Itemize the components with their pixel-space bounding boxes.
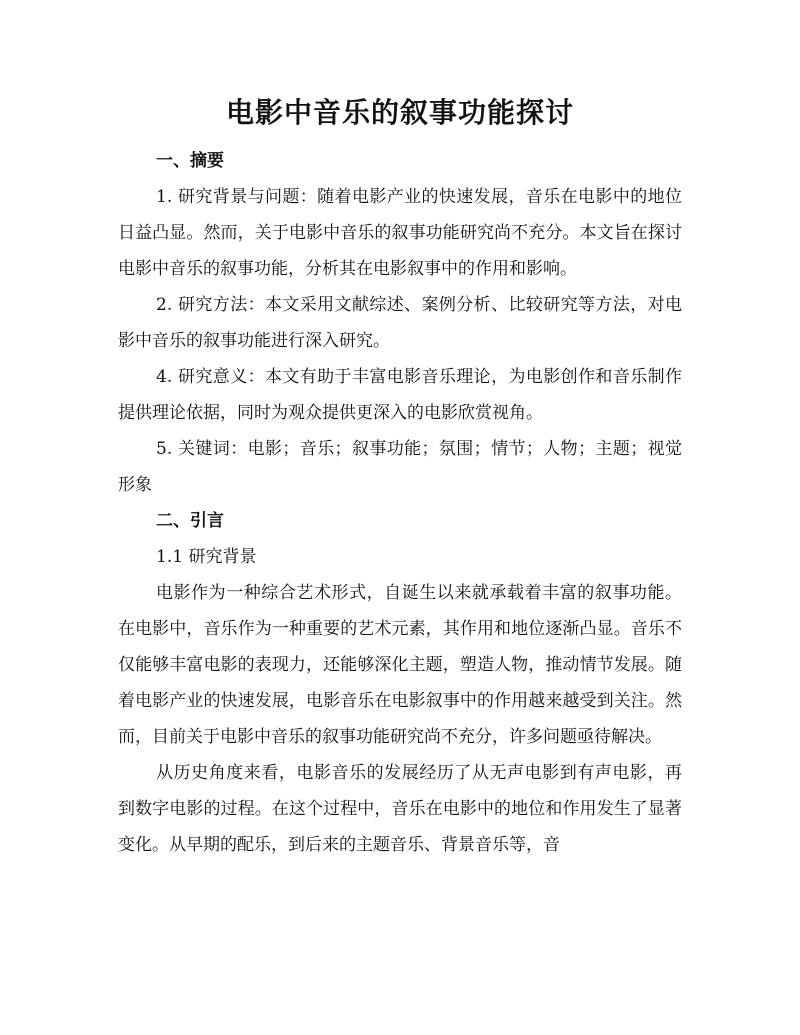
document-title: 电影中音乐的叙事功能探讨 (225, 96, 574, 129)
body-paragraph: 从历史角度来看，电影音乐的发展经历了从无声电影到有声电影，再到数字电影的过程。在这个过程中，音乐在电影中的地位和作用发生了显著变化。从早期的配乐，到后来的主题音乐、背景音乐等，音 (118, 763, 682, 855)
section-heading-introduction: 二、引言 (156, 511, 224, 531)
abstract-item-significance: 4. 研究意义：本文有助于丰富电影音乐理论，为电影创作和音乐制作提供理论依据，同时为观众提供更深入的电影欣赏视角。 (118, 367, 682, 423)
subsection-heading-background: 1.1 研究背景 (156, 547, 257, 567)
abstract-item-keywords: 5. 关键词：电影；音乐；叙事功能；氛围；情节；人物；主题；视觉形象 (118, 439, 682, 495)
section-heading-abstract: 一、摘要 (156, 151, 224, 171)
document-body (118, 143, 682, 863)
body-paragraph: 电影作为一种综合艺术形式，自诞生以来就承载着丰富的叙事功能。在电影中，音乐作为一种重要的艺术元素，其作用和地位逐渐凸显。音乐不仅能够丰富电影的表现力，还能够深化主题，塑造人物，推动情节发展。随着电影产业的快速发展，电影音乐在电影叙事中的作用越来越受到关注。然而，目前关于电影中音乐的叙事功能研究尚不充分，许多问题亟待解决。 (118, 583, 682, 747)
abstract-item-method: 2. 研究方法：本文采用文献综述、案例分析、比较研究等方法，对电影中音乐的叙事功能进行深入研究。 (118, 295, 682, 351)
abstract-item-background: 1. 研究背景与问题：随着电影产业的快速发展，音乐在电影中的地位日益凸显。然而，关于电影中音乐的叙事功能研究尚不充分。本文旨在探讨电影中音乐的叙事功能，分析其在电影叙事中的作用和影响。 (118, 187, 682, 279)
